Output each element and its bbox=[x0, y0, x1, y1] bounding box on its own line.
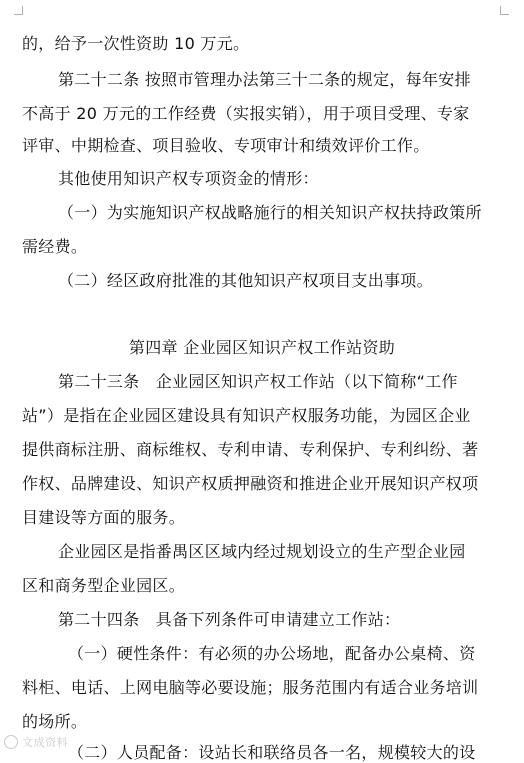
watermark bbox=[4, 734, 68, 750]
watermark-text: 文成资料 bbox=[22, 736, 68, 749]
chapter-heading: 第四章 企业园区知识产权工作站资助 bbox=[128, 338, 396, 357]
text-line-4: 评审、中期检查、项目验收、专项审计和绩效评价工作。 bbox=[22, 136, 430, 155]
text-line-19: 料柜、电话、上网电脑等必要设施；服务范围内有适合业务培训 bbox=[22, 678, 479, 697]
text-line-11: 站”）是指在企业园区建设具有知识产权服务功能，为园区企业 bbox=[22, 406, 471, 425]
crop-mark-top-left bbox=[14, 6, 23, 15]
text-line-14: 目建设等方面的服务。 bbox=[22, 508, 186, 527]
text-line-3: 不高于 20 万元的工作经费（实报实销），用于项目受理、专家 bbox=[22, 104, 470, 123]
text-line-20: 的场所。 bbox=[22, 712, 88, 731]
text-line-15: 企业园区是指番禺区区域内经过规划设立的生产型企业园 bbox=[58, 542, 466, 561]
text-line-8: （二）经区政府批准的其他知识产权项目支出事项。 bbox=[58, 271, 433, 290]
text-line-6: （一）为实施知识产权战略施行的相关知识产权扶持政策所 bbox=[58, 203, 482, 222]
text-line-17: 第二十四条 具备下列条件可申请建立工作站： bbox=[58, 610, 401, 629]
text-line-21: （二）人员配备：设站长和联络员各一名，规模较大的设 bbox=[68, 743, 476, 762]
text-line-2: 第二十二条 按照市管理办法第三十二条的规定，每年安排 bbox=[58, 70, 471, 89]
text-line-10: 第二十三条 企业园区知识产权工作站（以下简称“工作 bbox=[58, 372, 458, 391]
text-line-5: 其他使用知识产权专项资金的情形： bbox=[58, 169, 319, 188]
text-line-18: （一）硬性条件：有必须的办公场地，配备办公桌椅、资 bbox=[68, 644, 476, 663]
crop-mark-top-right bbox=[500, 6, 509, 15]
text-line-7: 需经费。 bbox=[22, 237, 88, 256]
text-line-1: 的，给予一次性资助 10 万元。 bbox=[22, 34, 250, 53]
text-line-12: 提供商标注册、商标维权、专利申请、专利保护、专利纠纷、著 bbox=[22, 440, 479, 459]
watermark-logo-icon bbox=[4, 735, 18, 749]
text-line-13: 作权、品牌建设、知识产权质押融资和推进企业开展知识产权项 bbox=[22, 474, 479, 493]
text-line-16: 区和商务型企业园区。 bbox=[22, 576, 186, 595]
